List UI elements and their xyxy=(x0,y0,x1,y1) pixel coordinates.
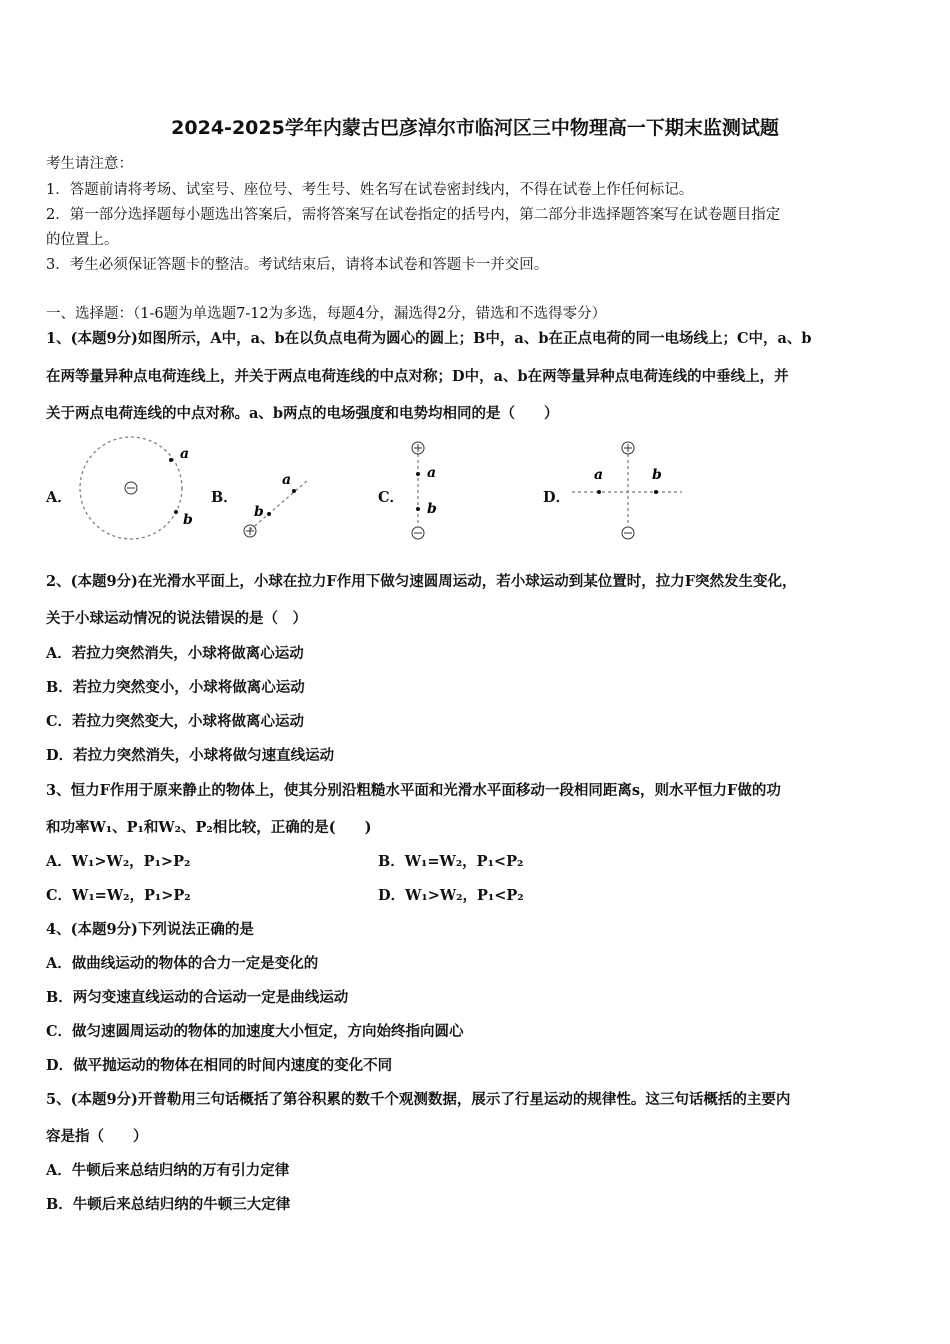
q4-option-b: B．两匀变速直线运动的合运动一定是曲线运动 xyxy=(46,989,349,1006)
q1-option-c-label: C． xyxy=(378,489,405,506)
point-b-label: b xyxy=(254,504,264,520)
point-b-label: b xyxy=(427,501,437,517)
point-b-dot xyxy=(267,512,271,516)
q1-figure-b xyxy=(238,462,318,542)
q5-stem-line1: 5、(本题9分)开普勒用三句话概括了第谷积累的数千个观测数据，展示了行星运动的规律性。这三句话概括的主要内 xyxy=(46,1091,791,1108)
q1-stem-line2: 在两等量异种点电荷连线上，并关于两点电荷连线的中点对称；D中，a、b在两等量异种点电荷连线的中垂线上，并 xyxy=(46,368,789,385)
q3-option-d: D．W₁>W₂，P₁<P₂ xyxy=(378,887,524,904)
section-heading: 一、选择题：（1-6题为单选题7-12为多选，每题4分，漏选得2分，错选和不选得零分） xyxy=(46,306,607,322)
q5-option-b: B．牛顿后来总结归纳的牛顿三大定律 xyxy=(46,1196,291,1213)
q2-option-a: A．若拉力突然消失，小球将做离心运动 xyxy=(46,645,304,662)
q3-option-c: C．W₁=W₂，P₁>P₂ xyxy=(46,887,191,904)
notice-item-3: 3．考生必须保证答题卡的整洁。考试结束后，请将本试卷和答题卡一并交回。 xyxy=(46,257,549,273)
point-a-dot xyxy=(597,490,601,494)
point-a-label: a xyxy=(180,446,190,462)
q2-option-d: D．若拉力突然消失，小球将做匀速直线运动 xyxy=(46,747,335,764)
q3-stem-line2: 和功率W₁、P₁和W₂、P₂相比较，正确的是( ) xyxy=(46,819,372,836)
point-b-dot xyxy=(174,510,178,514)
point-a-dot xyxy=(416,472,420,476)
point-a-dot xyxy=(169,458,173,462)
point-b-label: b xyxy=(183,512,193,528)
q4-option-d: D．做平抛运动的物体在相同的时间内速度的变化不同 xyxy=(46,1057,393,1074)
q3-option-a: A．W₁>W₂，P₁>P₂ xyxy=(46,853,191,870)
q1-stem-line1: 1、(本题9分)如图所示，A中，a、b在以负点电荷为圆心的圆上；B中，a、b在正点电荷的同一电场线上；C中，a、b xyxy=(46,330,812,347)
q1-figure-d xyxy=(570,438,690,543)
q2-option-c: C．若拉力突然变大，小球将做离心运动 xyxy=(46,713,305,730)
q1-option-b-label: B． xyxy=(211,489,238,506)
point-b-dot xyxy=(416,507,420,511)
q1-figure-c xyxy=(400,438,460,543)
q1-option-d-label: D． xyxy=(543,489,571,506)
point-a-dot xyxy=(292,489,296,493)
notice-item-2-cont: 的位置上。 xyxy=(46,232,119,248)
q4-stem-line1: 4、(本题9分)下列说法正确的是 xyxy=(46,921,254,938)
notice-item-1: 1．答题前请将考场、试室号、座位号、考生号、姓名写在试卷密封线内，不得在试卷上作任何标记。 xyxy=(46,182,694,198)
page-title: 2024-2025学年内蒙古巴彦淖尔市临河区三中物理高一下期末监测试题 xyxy=(171,117,779,139)
q5-stem-line2: 容是指（ ） xyxy=(46,1128,148,1145)
q1-figure-a xyxy=(76,432,201,547)
point-a-label: a xyxy=(594,467,604,483)
q4-option-a: A．做曲线运动的物体的合力一定是变化的 xyxy=(46,955,319,972)
point-a-label: a xyxy=(282,472,292,488)
point-b-dot xyxy=(654,490,658,494)
q3-option-b: B．W₁=W₂，P₁<P₂ xyxy=(378,853,524,870)
notice-item-2: 2．第一部分选择题每小题选出答案后，需将答案写在试卷指定的括号内，第二部分非选择题答案写在试卷题目指定 xyxy=(46,207,781,223)
point-b-label: b xyxy=(652,467,662,483)
q5-option-a: A．牛顿后来总结归纳的万有引力定律 xyxy=(46,1162,290,1179)
q3-stem-line1: 3、恒力F作用于原来静止的物体上，使其分别沿粗糙水平面和光滑水平面移动一段相同距离s，则水平恒力F做的功 xyxy=(46,782,781,799)
point-a-label: a xyxy=(427,465,437,481)
q2-stem-line1: 2、(本题9分)在光滑水平面上，小球在拉力F作用下做匀速圆周运动，若小球运动到某位置时，拉力F突然发生变化， xyxy=(46,573,797,590)
notice-heading: 考生请注意： xyxy=(46,156,133,172)
q1-option-a-label: A． xyxy=(46,489,72,506)
q2-option-b: B．若拉力突然变小，小球将做离心运动 xyxy=(46,679,305,696)
q1-stem-line3: 关于两点电荷连线的中点对称。a、b两点的电场强度和电势均相同的是（ ） xyxy=(46,405,559,422)
q2-stem-line2: 关于小球运动情况的说法错误的是（ ） xyxy=(46,610,307,627)
q4-option-c: C．做匀速圆周运动的物体的加速度大小恒定，方向始终指向圆心 xyxy=(46,1023,464,1040)
